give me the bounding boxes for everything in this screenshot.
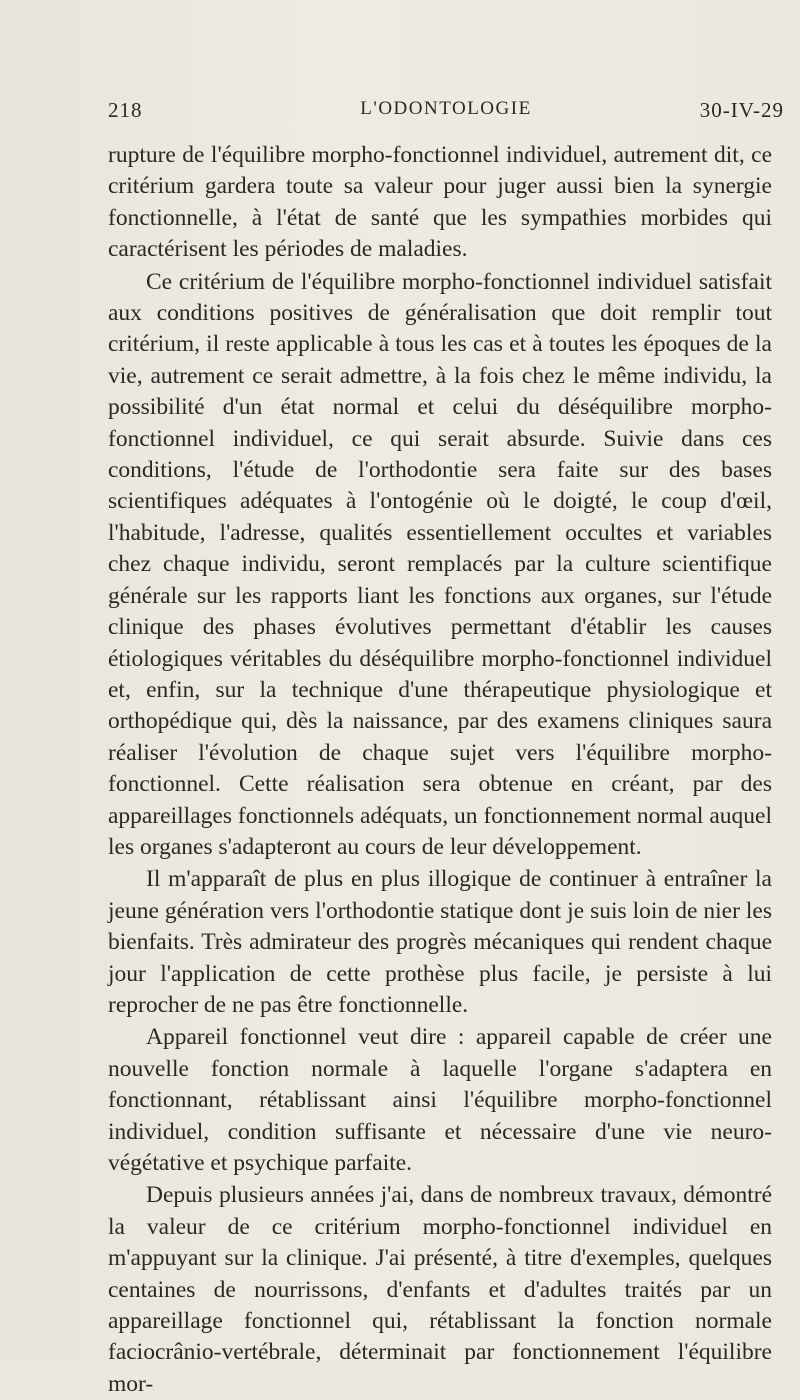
paragraph-3: Il m'apparaît de plus en plus illogique de continuer à entraîner la jeune génération vers l'orthodontie statique dont je suis loin de nier les bienfaits. Très admirateur des progrès mécaniques qui rendent chaque jour l'application de cette prothèse plus facile, je persiste à lui reprocher de ne pas être fonctionnelle.: [108, 866, 772, 1018]
paragraph-2: Ce critérium de l'équilibre morpho-fonctionnel individuel satisfait aux conditions positives de généralisation que doit remplir tout critérium, il reste applicable à tous les cas et à toutes les époques de la vie, autrement ce serait admettre, à la fois chez le même individu, la possibilité d'un état normal et celui du déséquilibre morpho-fonctionnel individuel, ce qui serait absurde. Suivie dans ces conditions, l'étude de l'orthodontie sera faite sur des bases scientifiques adéquates à l'ontogénie où le doigté, le coup d'œil, l'habitude, l'adresse, qualités essentiellement occultes et variables chez chaque individu, seront remplacés par la culture scientifique générale sur les rapports liant les fonctions aux organes, sur l'étude clinique des phases évolutives permettant d'établir les causes étiologiques véritables du déséquilibre morpho-fonctionnel individuel et, enfin, sur la technique d'une thérapeutique physiologique et orthopédique qui, dès la naissance, par des examens cliniques saura réaliser l'évolution de chaque sujet vers l'équilibre morpho-fonctionnel. Cette réalisation sera obtenue en créant, par des appareillages fonctionnels adéquats, un fonctionnement normal auquel les organes s'adapteront au cours de leur développement.: [108, 268, 772, 860]
page-number: 218: [108, 98, 143, 122]
paragraph-5: Depuis plusieurs années j'ai, dans de nombreux travaux, démontré la valeur de ce critérium morpho-fonctionnel individuel en m'appuyant sur la clinique. J'ai présenté, à titre d'exemples, quelques centaines de nourrissons, d'enfants et d'adultes traités par un appareillage fonctionnel qui, rétablissant la fonction normale faciocrânio-vertébrale, déterminait par fonctionnement l'équilibre mor-: [108, 1182, 772, 1397]
journal-title: L'ODONTOLOGIE: [360, 98, 532, 119]
body-text: [108, 140, 772, 1400]
running-header: [108, 98, 784, 128]
paragraph-4: Appareil fonctionnel veut dire : appareil capable de créer une nouvelle fonction normale à laquelle l'organe s'adaptera en fonctionnant, rétablissant ainsi l'équilibre morpho-fonctionnel individuel, condition suffisante et nécessaire d'une vie neuro-végétative et psychique parfaite.: [108, 1024, 772, 1176]
issue-date: 30-IV-29: [699, 98, 784, 122]
paragraph-1: rupture de l'équilibre morpho-fonctionnel individuel, autrement dit, ce critérium gardera toute sa valeur pour juger aussi bien la synergie fonctionnelle, à l'état de santé que les sympathies morbides qui caractérisent les périodes de maladies.: [108, 142, 772, 263]
